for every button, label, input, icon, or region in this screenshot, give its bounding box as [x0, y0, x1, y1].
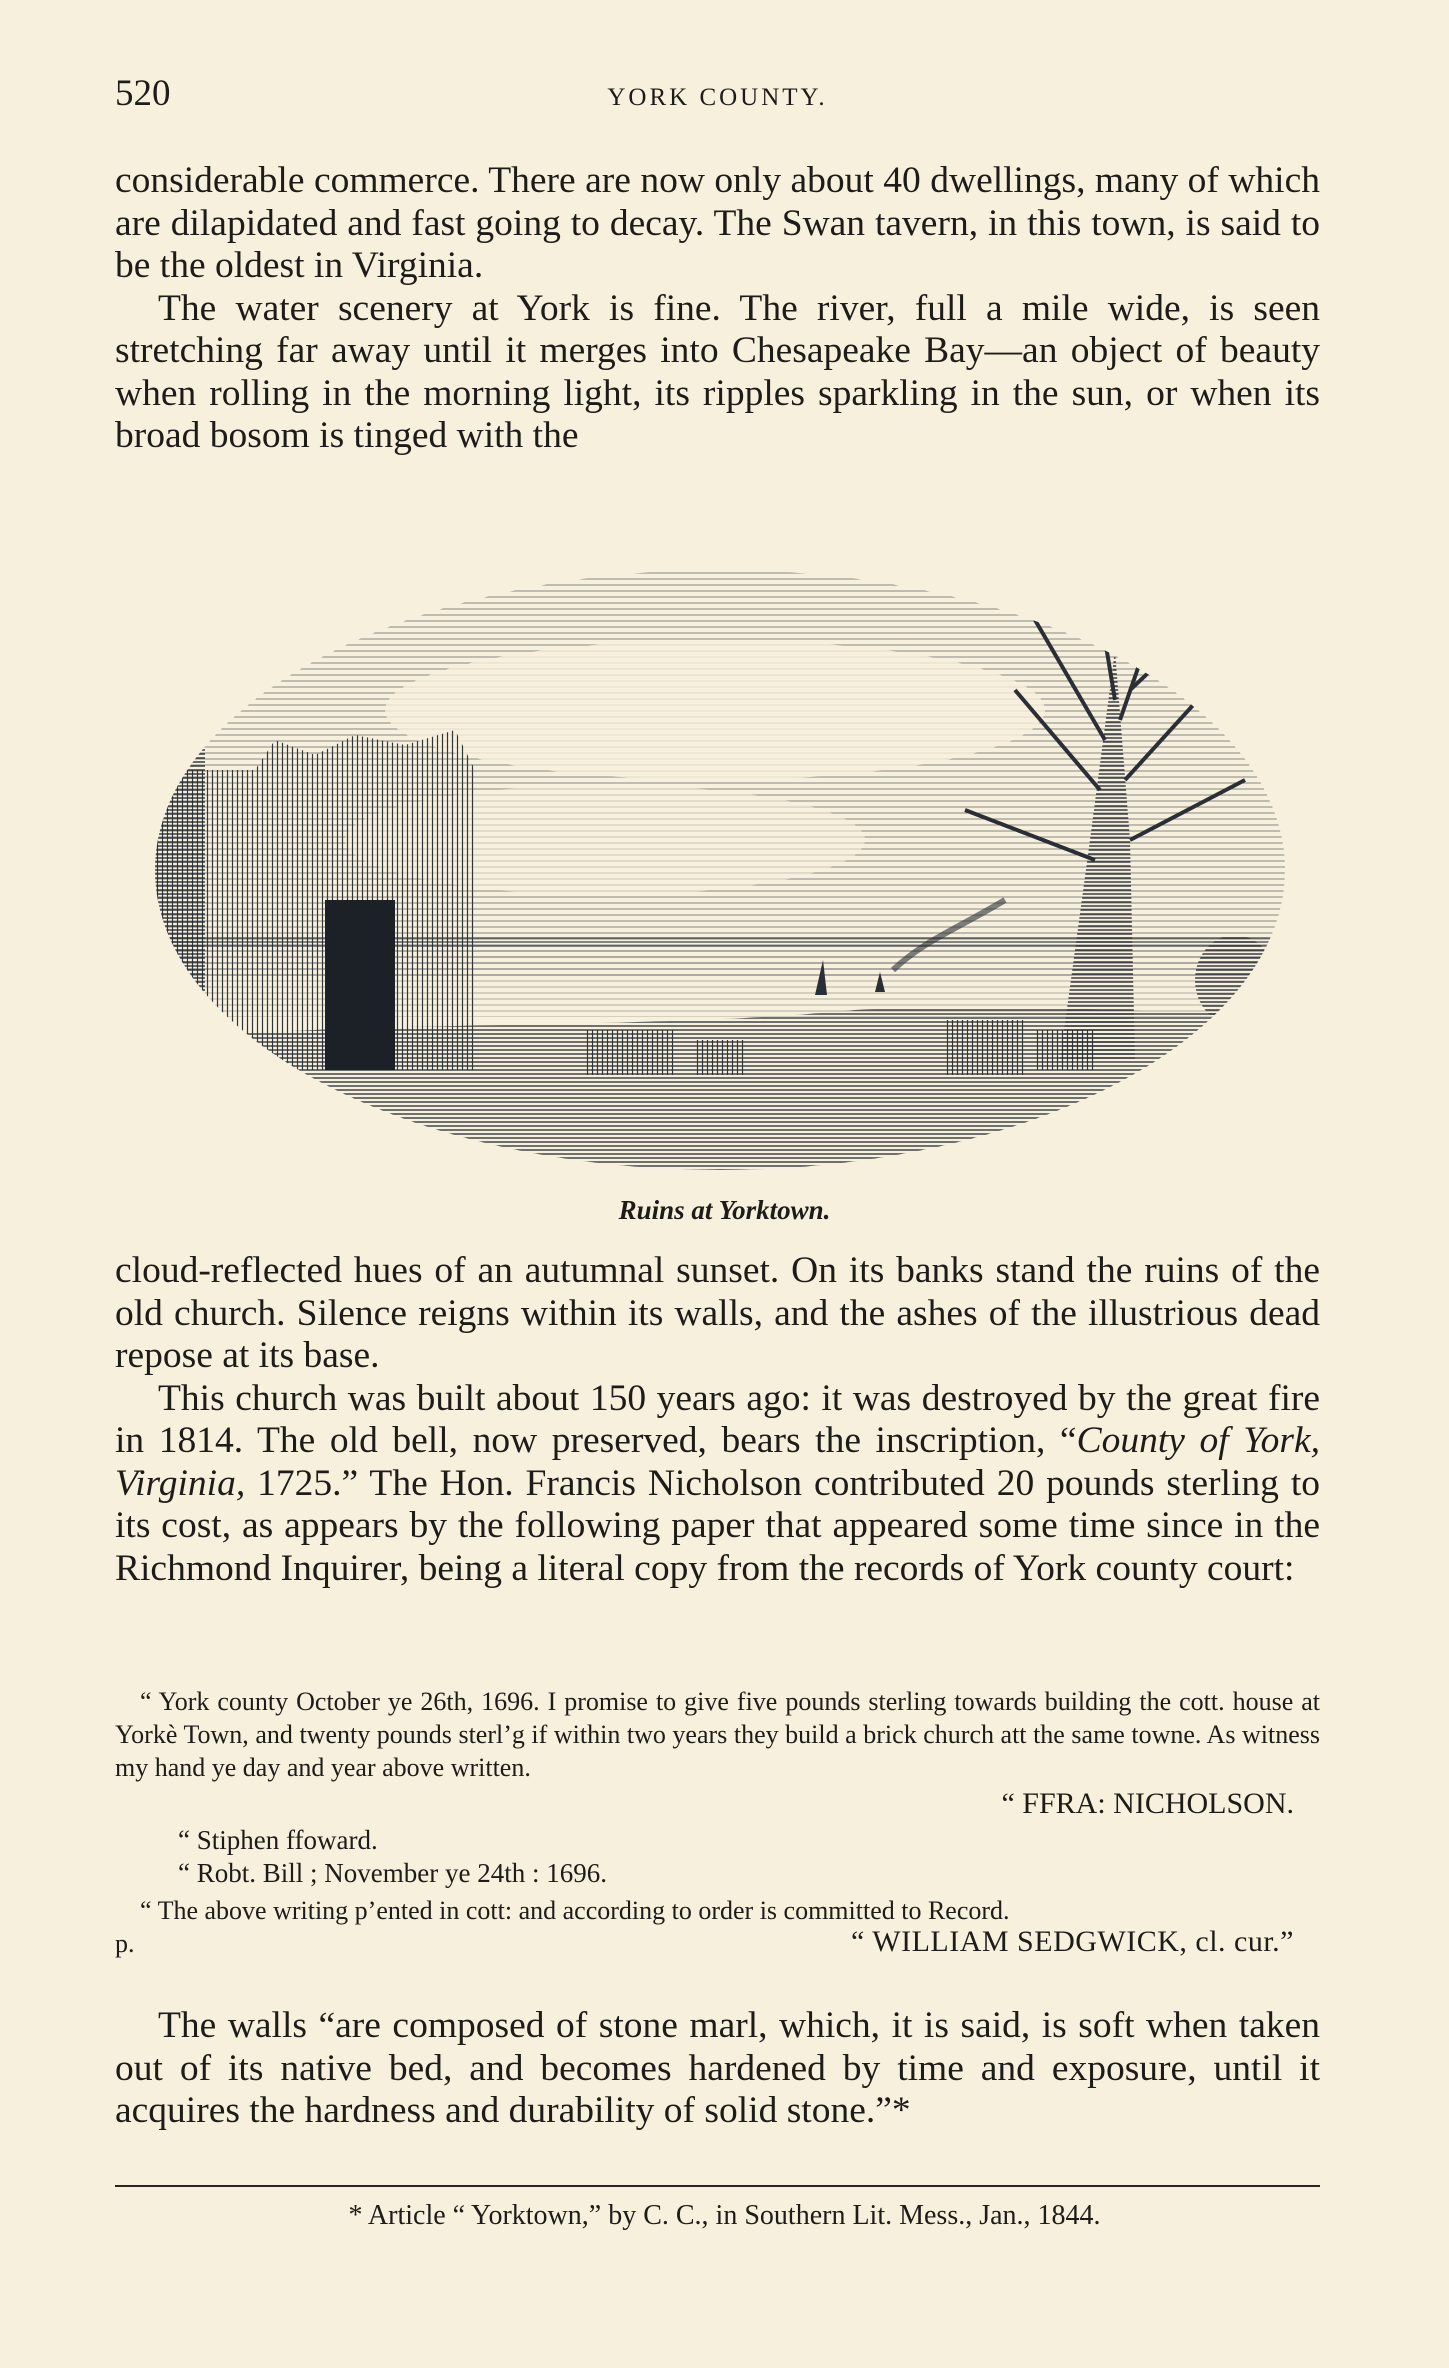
quote-clerk: “ WILLIAM SEDGWICK, cl. cur.”	[851, 1925, 1294, 1958]
bell-inscription: County of York, Virginia,	[115, 1420, 1320, 1504]
paragraph-4	[115, 1378, 1320, 1591]
ruins-illustration	[155, 540, 1285, 1180]
quote-witness-1: “ Stiphen ffoward.	[178, 1825, 378, 1855]
quoted-record	[115, 1685, 1320, 1960]
quote-record-p: p.	[115, 1929, 135, 1958]
illustration-caption: Ruins at Yorktown.	[618, 1195, 831, 1225]
paragraph-4-part-2: 1725.” The Hon. Francis Nicholson contributed 20 pounds sterling to its cost, as appears by the following paper that appeared some time since in the Richmond Inquirer, being a literal copy from the records of York county court:	[115, 1462, 1320, 1589]
quote-witness-2: “ Robt. Bill ; November ye 24th : 1696.	[178, 1858, 607, 1888]
quote-record-note: “ The above writing p’ented in cott: and according to order is committed to Record.	[140, 1896, 1010, 1925]
paragraph-3: cloud-reflected hues of an autumnal sunset. On its banks stand the ruins of the old church. Silence reigns within its walls, and the ashes of the illustrious dead repose at its base.	[115, 1250, 1320, 1376]
text-block-middle	[115, 1250, 1320, 1590]
paragraph-1: considerable commerce. There are now only about 40 dwellings, many of which are dilapidated and fast going to decay. The Swan tavern, in this town, is said to be the oldest in Virginia.	[115, 160, 1320, 286]
footnote: * Article “ Yorktown,” by C. C., in Southern Lit. Mess., Jan., 1844.	[348, 2200, 1101, 2231]
quote-record-line	[115, 1927, 1320, 1960]
text-block-bottom	[115, 2005, 1320, 2133]
page-number: 520	[115, 73, 171, 114]
paragraph-5: The walls “are composed of stone marl, which, it is said, is soft when taken out of its native bed, and becomes hardened by time and exposure, until it acquires the hardness and durability of solid stone.”*	[115, 2005, 1320, 2131]
paragraph-2: The water scenery at York is fine. The river, full a mile wide, is seen stretching far away until it merges into Chesapeake Bay—an object of beauty when rolling in the morning light, its ripples sparkling in the sun, or when its broad bosom is tinged with the	[115, 287, 1320, 456]
page-header	[115, 72, 1320, 122]
footnote-rule	[115, 2185, 1320, 2187]
running-head: YORK COUNTY.	[607, 84, 828, 111]
quote-body: “ York county October ye 26th, 1696. I promise to give five pounds sterling towards building the cott. house at Yorkè Town, and twenty pounds sterl’g if within two years they build a brick church att the same towne. As witness my hand ye day and year above written.	[115, 1687, 1320, 1782]
text-block-top	[115, 160, 1320, 458]
quote-signature: “ FFRA: NICHOLSON.	[1001, 1787, 1294, 1820]
paragraph-4-part-1: This church was built about 150 years ago: it was destroyed by the great fire in 1814. The old bell, now preserved, bears the inscription, “	[115, 1377, 1320, 1461]
